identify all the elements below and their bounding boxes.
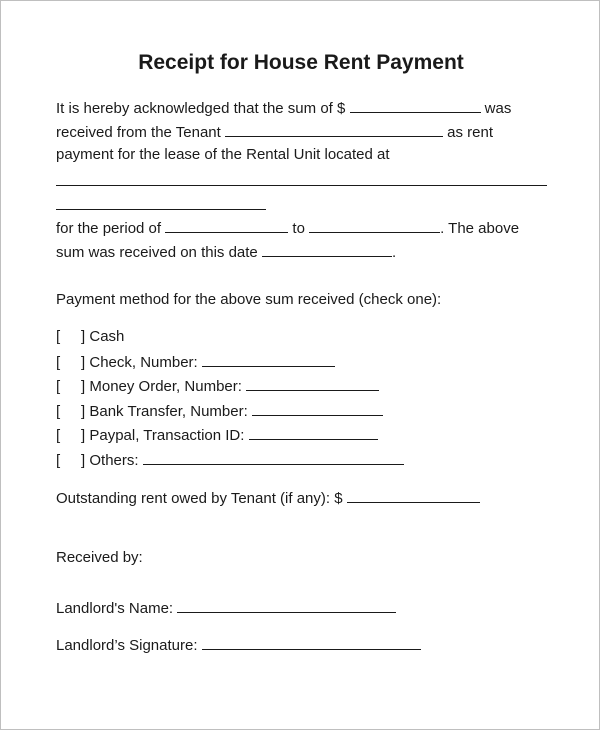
outstanding-blank[interactable]: [347, 488, 480, 503]
ack-line-2-text: received from the Tenant: [56, 124, 225, 141]
checkbox-money-order[interactable]: [ ]: [56, 378, 86, 395]
others-blank[interactable]: [143, 450, 404, 465]
checkbox-others[interactable]: [ ]: [56, 452, 86, 469]
rental-unit-address-blank[interactable]: [56, 185, 547, 186]
ack-line-3: payment for the lease of the Rental Unit located at: [56, 146, 390, 163]
landlord-name-blank[interactable]: [177, 598, 396, 613]
outstanding-line: [56, 488, 480, 508]
checkbox-check[interactable]: [ ]: [56, 354, 86, 371]
paypal-transaction-blank[interactable]: [249, 425, 378, 440]
landlord-signature-label: Landlord’s Signature:: [56, 637, 202, 654]
received-by-label: Received by:: [56, 549, 143, 566]
rental-unit-address-blank-2[interactable]: [56, 209, 266, 210]
period-end-blank[interactable]: [309, 218, 440, 233]
ack-line-2-suffix: as rent: [442, 124, 494, 141]
tenant-blank[interactable]: [225, 122, 443, 137]
period-start-blank[interactable]: [165, 218, 288, 233]
option-others: [56, 450, 404, 470]
checkbox-paypal[interactable]: [ ]: [56, 427, 86, 444]
option-label: Check, Number:: [85, 354, 202, 371]
page-title: Receipt for House Rent Payment: [138, 51, 464, 74]
ack-line-1-suffix: was: [480, 100, 512, 117]
option-cash: [56, 328, 124, 346]
landlord-name-line: [56, 598, 396, 618]
date-line: [56, 242, 396, 262]
option-money-order: [56, 376, 379, 396]
checkbox-cash[interactable]: [ ]: [56, 328, 86, 345]
money-order-number-blank[interactable]: [246, 376, 379, 391]
check-number-blank[interactable]: [202, 352, 335, 367]
option-label: Paypal, Transaction ID:: [85, 427, 249, 444]
date-blank[interactable]: [262, 242, 392, 257]
ack-line-2: [56, 122, 493, 142]
ack-line-1: [56, 98, 511, 118]
period-suffix: . The above: [440, 220, 520, 237]
option-check: [56, 352, 335, 372]
date-label: sum was received on this date: [56, 244, 262, 261]
landlord-signature-blank[interactable]: [202, 635, 421, 650]
date-suffix: .: [391, 244, 397, 261]
option-paypal: [56, 425, 378, 445]
option-label: Money Order, Number:: [85, 378, 247, 395]
ack-line-1-text: It is hereby acknowledged that the sum of $: [56, 100, 350, 117]
option-label: Cash: [85, 328, 125, 345]
landlord-signature-line: [56, 635, 421, 655]
outstanding-label: Outstanding rent owed by Tenant (if any): $: [56, 490, 347, 507]
option-bank-transfer: [56, 401, 383, 421]
checkbox-bank-transfer[interactable]: [ ]: [56, 403, 86, 420]
landlord-name-label: Landlord's Name:: [56, 600, 178, 617]
period-to: to: [288, 220, 310, 237]
sum-blank[interactable]: [350, 98, 481, 113]
bank-transfer-number-blank[interactable]: [252, 401, 383, 416]
period-label: for the period of: [56, 220, 166, 237]
option-label: Bank Transfer, Number:: [85, 403, 252, 420]
option-label: Others:: [85, 452, 143, 469]
payment-prompt: Payment method for the above sum received (check one):: [56, 291, 442, 308]
period-line: [56, 218, 519, 238]
